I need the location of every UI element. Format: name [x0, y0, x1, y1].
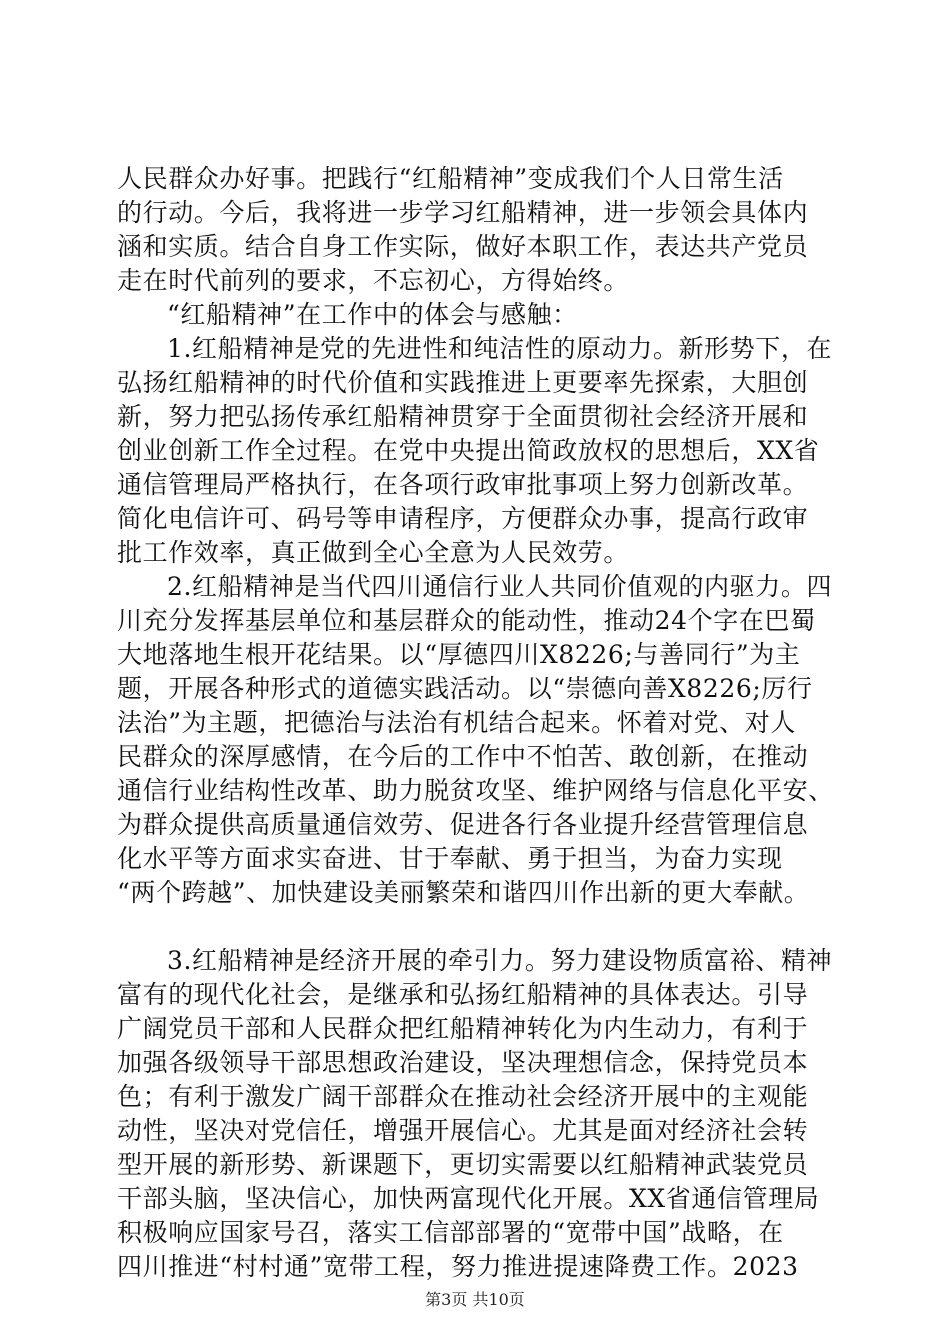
- paragraph-1-line: 简化电信许可、码号等申请程序，方便群众办事，提高行政审: [117, 504, 809, 533]
- paragraph-1-line: 批工作效率，真正做到全心全意为人民效劳。: [117, 538, 630, 567]
- paragraph-3-line: 加强各级领导干部思想政治建设，坚决理想信念，保持党员本: [117, 1048, 809, 1077]
- text-line: 走在时代前列的要求，不忘初心，方得始终。: [117, 266, 630, 295]
- paragraph-1-line: 弘扬红船精神的时代价值和实践推进上更要率先探索，大胆创: [117, 368, 809, 397]
- paragraph-2-line: 题，开展各种形式的道德实践活动。以“崇德向善X8226;厉行: [117, 674, 813, 703]
- text-line: 的行动。今后，我将进一步学习红船精神，进一步领会具体内: [117, 198, 809, 227]
- section-heading: “红船精神”在工作中的体会与感触：: [167, 300, 578, 329]
- text-line: 人民群众办好事。把践行“红船精神”变成我们个人日常生活: [117, 164, 784, 193]
- paragraph-2-line: “两个跨越”、加快建设美丽繁荣和谐四川作出新的更大奉献。: [117, 878, 810, 907]
- paragraph-2-line: 大地落地生根开花结果。以“厚德四川X8226;与善同行”为主: [117, 640, 801, 669]
- page-number-footer: 第3页 共10页: [425, 1290, 525, 1309]
- paragraph-3-line: 动性，坚决对党信任，增强开展信心。尤其是面对经济社会转: [117, 1116, 809, 1145]
- paragraph-3-line: 四川推进“村村通”宽带工程，努力推进提速降费工作。2023: [117, 1252, 799, 1281]
- paragraph-2-line: 化水平等方面求实奋进、甘于奉献、勇于担当，为奋力实现: [117, 844, 783, 873]
- text-line: 涵和实质。结合自身工作实际，做好本职工作，表达共产党员: [117, 232, 809, 261]
- paragraph-1-line: 新，努力把弘扬传承红船精神贯穿于全面贯彻社会经济开展和: [117, 402, 809, 431]
- paragraph-2-line: 2.红船精神是当代四川通信行业人共同价值观的内驱力。四: [167, 572, 833, 601]
- paragraph-2-line: 通信行业结构性改革、助力脱贫攻坚、维护网络与信息化平安、: [117, 776, 834, 805]
- paragraph-3-line: 积极响应国家号召，落实工信部部署的“宽带中国”战略，在: [117, 1218, 784, 1247]
- paragraph-2-line: 民群众的深厚感情，在今后的工作中不怕苦、敢创新，在推动: [117, 742, 809, 771]
- paragraph-3-line: 富有的现代化社会，是继承和弘扬红船精神的具体表达。引导: [117, 980, 809, 1009]
- paragraph-2-line: 法治”为主题，把德治与法治有机结合起来。怀着对党、对人: [117, 708, 796, 737]
- paragraph-3-line: 广阔党员干部和人民群众把红船精神转化为内生动力，有利于: [117, 1014, 809, 1043]
- paragraph-3-line: 型开展的新形势、新课题下，更切实需要以红船精神武装党员: [117, 1150, 809, 1179]
- paragraph-3-line: 色；有利于激发广阔干部群众在推动社会经济开展中的主观能: [117, 1082, 809, 1111]
- paragraph-3-line: 3.红船精神是经济开展的牵引力。努力建设物质富裕、精神: [167, 946, 833, 975]
- paragraph-1-line: 创业创新工作全过程。在党中央提出简政放权的思想后，XX省: [117, 436, 820, 465]
- paragraph-2-line: 为群众提供高质量通信效劳、促进各行各业提升经营管理信息: [117, 810, 809, 839]
- paragraph-1-line: 通信管理局严格执行，在各项行政审批事项上努力创新改革。: [117, 470, 809, 499]
- paragraph-2-line: 川充分发挥基层单位和基层群众的能动性，推动24个字在巴蜀: [117, 606, 816, 635]
- paragraph-1-line: 1.红船精神是党的先进性和纯洁性的原动力。新形势下，在: [167, 334, 833, 363]
- paragraph-3-line: 干部头脑，坚决信心，加快两富现代化开展。XX省通信管理局: [117, 1184, 820, 1213]
